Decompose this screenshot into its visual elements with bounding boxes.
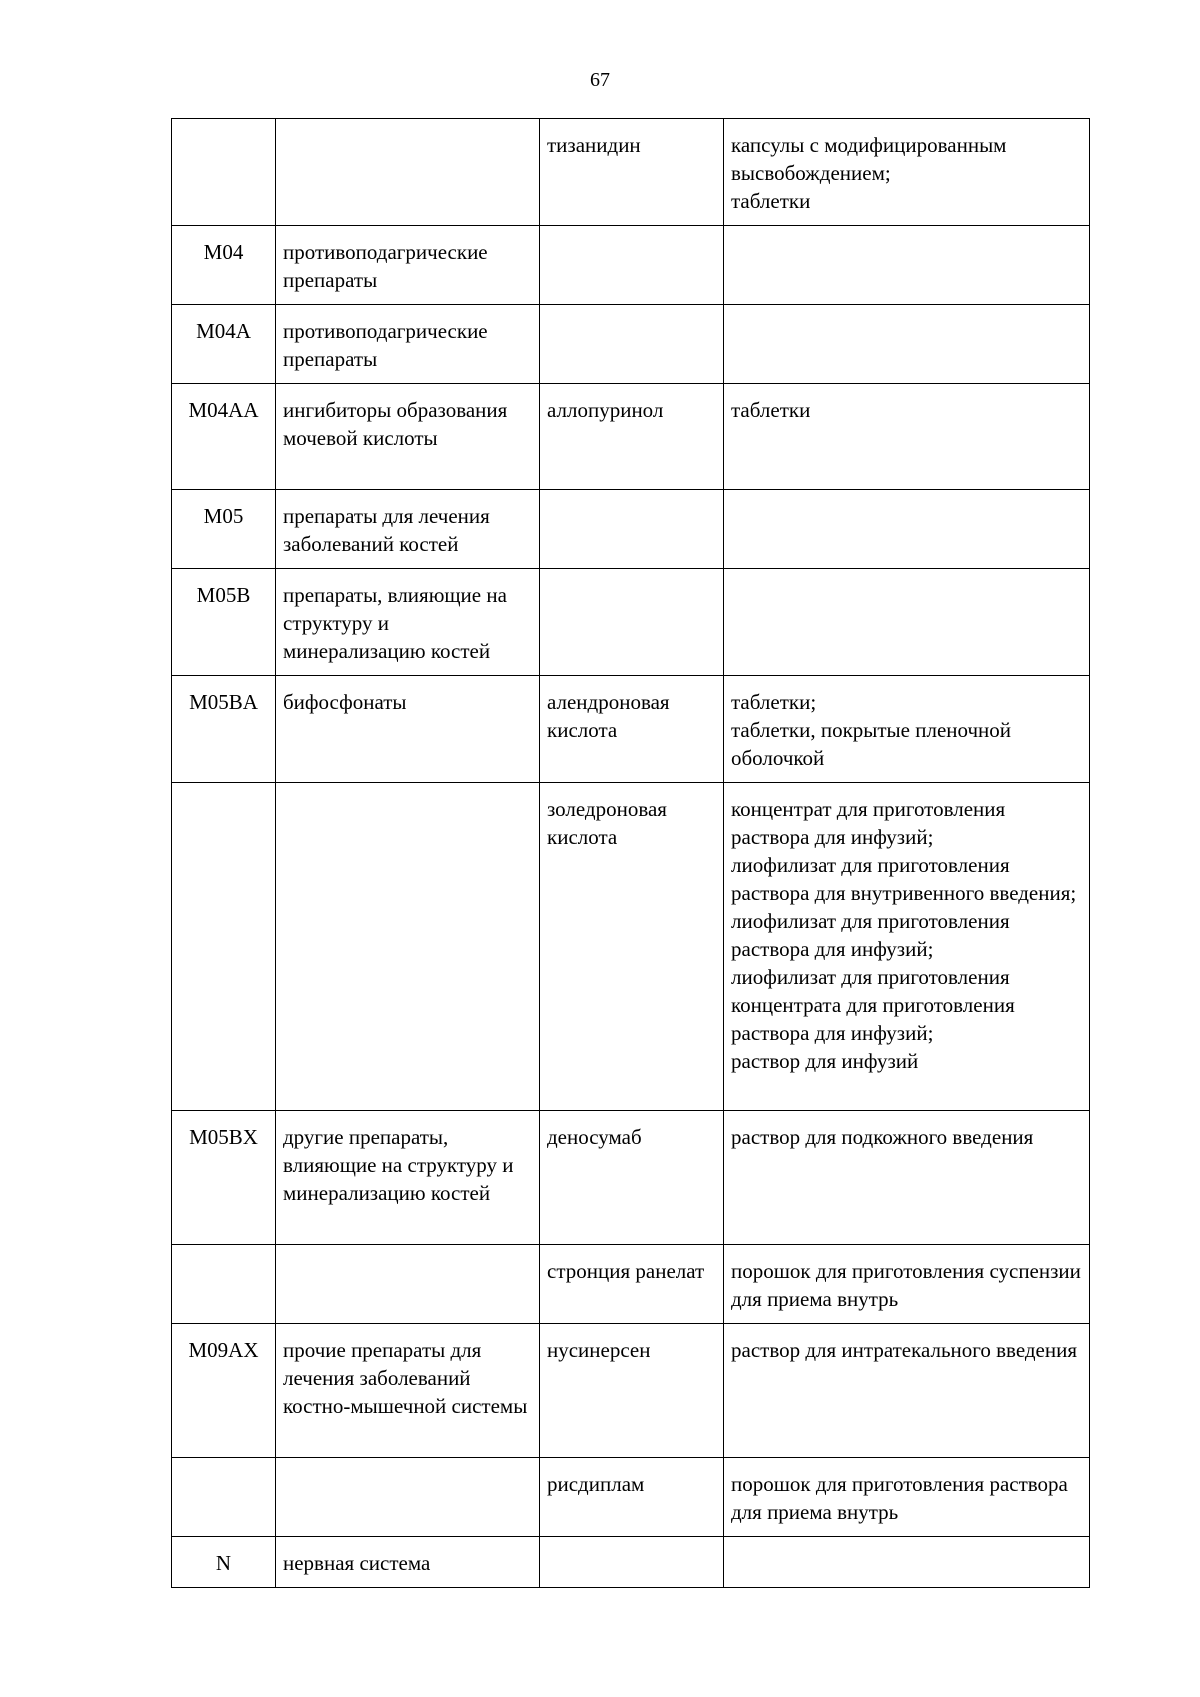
group-cell: препараты для лечения заболеваний костей: [276, 490, 540, 569]
substance-cell: деносумаб: [540, 1111, 724, 1245]
group-cell: [276, 783, 540, 1111]
dosage-forms-cell: [724, 1324, 1090, 1458]
group-cell: бифосфонаты: [276, 676, 540, 783]
substance-cell: [540, 305, 724, 384]
table-row: [172, 119, 1090, 226]
dosage-form-item: таблетки: [731, 398, 811, 422]
table-row: [172, 1111, 1090, 1245]
atc-code-cell: [172, 119, 276, 226]
dosage-form-item: таблетки, покрытые пленочной оболочкой: [731, 718, 1012, 770]
dosage-forms-cell: [724, 226, 1090, 305]
dosage-forms-cell: [724, 490, 1090, 569]
substance-cell: [540, 1537, 724, 1588]
atc-code-cell: M05B: [172, 569, 276, 676]
page-number: 67: [590, 69, 610, 91]
table-row: [172, 1324, 1090, 1458]
group-cell: [276, 1458, 540, 1537]
atc-code-cell: M04: [172, 226, 276, 305]
dosage-form-item: концентрат для приготовления раствора для инфузий;: [731, 797, 1006, 849]
group-cell: [276, 1245, 540, 1324]
table-row: [172, 569, 1090, 676]
atc-code-cell: [172, 783, 276, 1111]
table-row: [172, 1245, 1090, 1324]
substance-cell: тизанидин: [540, 119, 724, 226]
group-cell: прочие препараты для лечения заболеваний костно-мышечной системы: [276, 1324, 540, 1458]
dosage-forms-cell: [724, 384, 1090, 490]
substance-cell: стронция ранелат: [540, 1245, 724, 1324]
atc-code-cell: [172, 1245, 276, 1324]
substance-cell: нусинерсен: [540, 1324, 724, 1458]
dosage-form-item: лиофилизат для приготовления раствора для внутривенного введения;: [731, 853, 1077, 905]
drug-table: [171, 118, 1090, 1588]
table-body: [172, 119, 1090, 1588]
substance-cell: алендроновая кислота: [540, 676, 724, 783]
atc-code-cell: M04A: [172, 305, 276, 384]
substance-cell: золедроновая кислота: [540, 783, 724, 1111]
dosage-form-item: раствор для интратекального введения: [731, 1338, 1078, 1362]
table-row: [172, 1537, 1090, 1588]
group-cell: препараты, влияющие на структуру и минерализацию костей: [276, 569, 540, 676]
table-row: [172, 676, 1090, 783]
group-cell: противоподагрические препараты: [276, 305, 540, 384]
atc-code-cell: M04AA: [172, 384, 276, 490]
substance-cell: аллопуринол: [540, 384, 724, 490]
dosage-forms-cell: [724, 1245, 1090, 1324]
table-row: [172, 384, 1090, 490]
dosage-form-item: капсулы с модифицированным высвобождением;: [731, 133, 1007, 185]
table-row: [172, 783, 1090, 1111]
group-cell: нервная система: [276, 1537, 540, 1588]
atc-code-cell: M05: [172, 490, 276, 569]
substance-cell: [540, 490, 724, 569]
atc-code-cell: M05BA: [172, 676, 276, 783]
atc-code-cell: M05BX: [172, 1111, 276, 1245]
dosage-form-item: лиофилизат для приготовления раствора для инфузий;: [731, 909, 1010, 961]
dosage-forms-cell: [724, 783, 1090, 1111]
atc-code-cell: N: [172, 1537, 276, 1588]
substance-cell: рисдиплам: [540, 1458, 724, 1537]
dosage-forms-cell: [724, 569, 1090, 676]
dosage-form-item: раствор для инфузий: [731, 1049, 919, 1073]
group-cell: [276, 119, 540, 226]
dosage-form-item: порошок для приготовления суспензии для приема внутрь: [731, 1259, 1081, 1311]
dosage-forms-cell: [724, 1537, 1090, 1588]
group-cell: противоподагрические препараты: [276, 226, 540, 305]
dosage-forms-cell: [724, 1111, 1090, 1245]
table-row: [172, 226, 1090, 305]
dosage-forms-cell: [724, 1458, 1090, 1537]
dosage-form-item: лиофилизат для приготовления концентрата для приготовления раствора для инфузий;: [731, 965, 1015, 1045]
dosage-forms-cell: [724, 119, 1090, 226]
group-cell: другие препараты, влияющие на структуру и минерализацию костей: [276, 1111, 540, 1245]
atc-code-cell: [172, 1458, 276, 1537]
table-row: [172, 305, 1090, 384]
group-cell: ингибиторы образования мочевой кислоты: [276, 384, 540, 490]
dosage-forms-cell: [724, 676, 1090, 783]
table-row: [172, 1458, 1090, 1537]
dosage-form-item: таблетки: [731, 189, 811, 213]
dosage-forms-cell: [724, 305, 1090, 384]
dosage-form-item: раствор для подкожного введения: [731, 1125, 1034, 1149]
table-row: [172, 490, 1090, 569]
dosage-form-item: порошок для приготовления раствора для приема внутрь: [731, 1472, 1068, 1524]
substance-cell: [540, 569, 724, 676]
dosage-form-item: таблетки;: [731, 690, 817, 714]
atc-code-cell: M09AX: [172, 1324, 276, 1458]
substance-cell: [540, 226, 724, 305]
